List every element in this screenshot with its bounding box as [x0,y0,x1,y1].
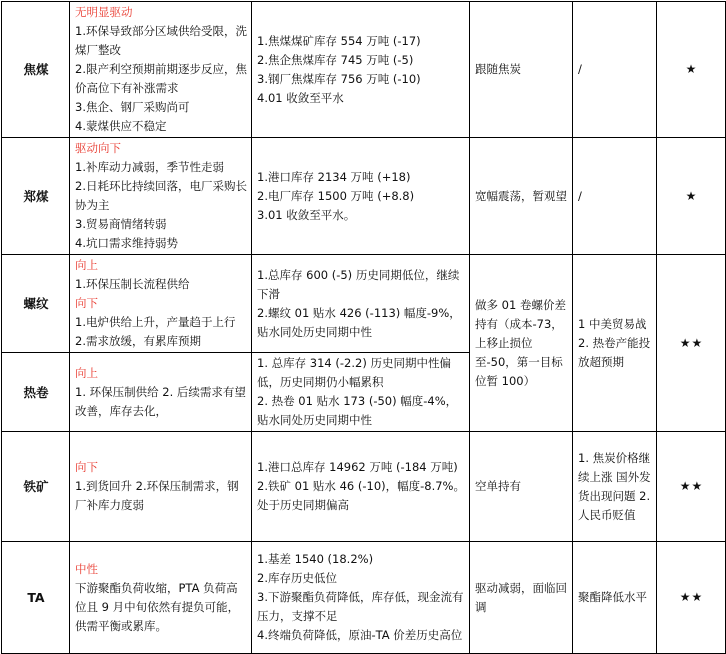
driver-item: 2.限产利空预期前期逐步反应，焦价高位下有补涨需求 [75,62,247,95]
risk-cell: 1. 焦炭价格继续上涨 国外发货出现问题 2. 人民币贬值 [573,432,657,542]
driver-heading: 向下 [75,296,98,310]
rating-star-icon: ★★ [657,432,726,542]
risk-cell: 聚酯降低水平 [573,542,657,654]
strategy-cell: 做多 01 卷螺价差持有（成本-73，上移止损位至-50，第一目标位暂 100） [470,255,573,432]
commodity-analysis-table [1,1,726,654]
driver-heading: 向下 [75,460,98,474]
inventory-item: 3.01 收敛至平水。 [257,207,356,222]
inventory-cell [252,353,470,432]
inventory-item: 1.港口库存 2134 万吨 (+18) [257,169,411,184]
driver-item: 4.蒙煤供应不稳定 [75,119,167,133]
inventory-item: 2.螺纹 01 贴水 426 (-113) 幅度-9%，贴水同处历史同期中性 [257,305,461,339]
driver-item: 3.贸易商情绪转弱 [75,217,167,231]
driver-item: 1.到货回升 2.环保压制需求，钢厂补库力度弱 [75,479,239,512]
driver-item: 下游聚酯负荷收缩，PTA 负荷高位且 9 月中旬依然有提负可能，供需平衡或累库。 [75,580,240,633]
strategy-cell: 空单持有 [470,432,573,542]
inventory-cell [252,432,470,542]
driver-item: 4.坑口需求维持弱势 [75,236,178,250]
risk-cell: 1 中美贸易战 2. 热卷产能投放超预期 [573,255,657,432]
inventory-cell [252,255,470,353]
inventory-cell [252,2,470,138]
table-row [2,255,726,353]
inventory-item: 1.基差 1540 (18.2%) [257,552,374,566]
driver-item: 1. 环保压制供给 2. 后续需求有望改善，库存去化， [75,384,246,418]
inventory-item: 1.焦煤煤矿库存 554 万吨 (-17) [257,33,421,48]
driver-cell [70,2,252,138]
commodity-name: TA [2,542,70,654]
commodity-name: 郑煤 [2,138,70,255]
table-row [2,432,726,542]
inventory-cell [252,138,470,255]
inventory-item: 3.钢厂焦煤库存 756 万吨 (-10) [257,71,421,86]
strategy-cell: 驱动减弱，面临回调 [470,542,573,654]
table-row [2,542,726,654]
inventory-item: 2.库存历史低位 [257,571,337,585]
rating-star-icon: ★★ [657,542,726,654]
rating-star-icon: ★ [657,138,726,255]
risk-cell: / [573,2,657,138]
inventory-item: 2.铁矿 01 贴水 46 (-10)，幅度-8.7%。处于历史同期偏高 [257,479,465,512]
driver-item: 1.环保压制长流程供给 [75,277,190,291]
table-row [2,2,726,138]
commodity-name: 铁矿 [2,432,70,542]
inventory-item: 4.终端负荷降低，原油-TA 价差历史高位 [257,628,463,642]
commodity-name: 螺纹 [2,255,70,353]
inventory-item: 2.电厂库存 1500 万吨 (+8.8) [257,188,415,203]
commodity-name: 焦煤 [2,2,70,138]
inventory-item: 3.下游聚酯负荷降低，库存低，现金流有压力，支撑不足 [257,590,464,623]
inventory-item: 1. 总库存 314 (-2.2) 历史同期中性偏低，历史同期仍小幅累积 [257,356,451,389]
driver-cell [70,138,252,255]
driver-heading: 无明显驱动 [75,5,133,19]
driver-cell [70,353,252,432]
driver-item: 1.电炉供给上升，产量趋于上行 2.需求放缓，有累库预期 [75,315,236,348]
driver-item: 2.日耗环比持续回落，电厂采购长协为主 [75,179,247,212]
commodity-name: 热卷 [2,353,70,432]
table-row [2,138,726,255]
inventory-item: 1.总库存 600 (-5) 历史同期低位，继续下滑 [257,267,460,301]
inventory-item: 4.01 收敛至平水 [257,90,344,105]
rating-star-icon: ★ [657,2,726,138]
driver-heading: 中性 [75,561,98,576]
driver-heading: 向上 [75,258,98,272]
driver-heading: 向上 [75,365,98,380]
driver-cell [70,432,252,542]
driver-cell [70,542,252,654]
driver-item: 1.环保导致部分区域供给受限，洗煤厂整改 [75,24,247,57]
rating-star-icon: ★★ [657,255,726,432]
inventory-cell [252,542,470,654]
strategy-cell: 跟随焦炭 [470,2,573,138]
risk-cell: / [573,138,657,255]
inventory-item: 1.港口总库存 14962 万吨 (-184 万吨) [257,460,458,474]
inventory-item: 2. 热卷 01 贴水 173 (-50) 幅度-4%，贴水同处历史同期中性 [257,394,458,427]
driver-cell [70,255,252,353]
driver-heading: 驱动向下 [75,141,121,155]
driver-item: 1.补库动力减弱，季节性走弱 [75,160,224,174]
strategy-cell: 宽幅震荡，暂观望 [470,138,573,255]
driver-item: 3.焦企、钢厂采购尚可 [75,100,190,114]
inventory-item: 2.焦企焦煤库存 745 万吨 (-5) [257,52,414,67]
